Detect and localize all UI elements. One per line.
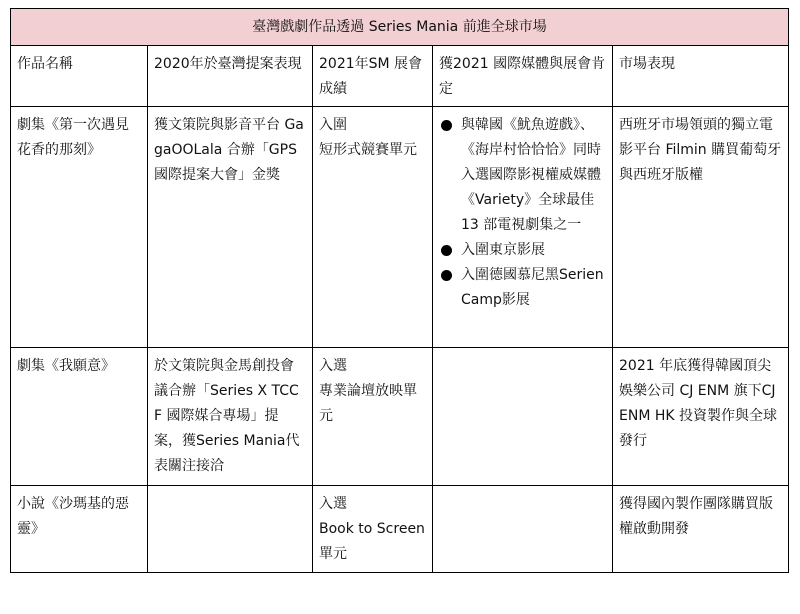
sm-line: 入圍 bbox=[319, 117, 347, 133]
header-work: 作品名稱 bbox=[11, 46, 148, 107]
table-row bbox=[11, 486, 789, 573]
pitch-cell: 獲文策院與影音平台 GagaOOLala 合辦「GPS 國際提案大會」金獎 bbox=[148, 107, 313, 348]
header-market: 市場表現 bbox=[613, 46, 789, 107]
market-cell: 2021 年底獲得韓國頂尖娛樂公司 CJ ENM 旗下CJ ENM HK 投資製作與全球發行 bbox=[613, 348, 789, 486]
showcase-table bbox=[10, 8, 789, 573]
sm-line: 入選 bbox=[319, 496, 347, 512]
bullet-icon bbox=[441, 245, 452, 256]
bullet-icon bbox=[441, 270, 452, 281]
sm-line: 入選 bbox=[319, 358, 347, 374]
list-item bbox=[439, 238, 606, 263]
table-title: 臺灣戲劇作品透過 Series Mania 前進全球市場 bbox=[11, 9, 789, 46]
table-title-row bbox=[11, 9, 789, 46]
recognition-cell bbox=[433, 486, 613, 573]
work-cell: 小說《沙瑪基的惡靈》 bbox=[11, 486, 148, 573]
market-cell: 獲得國內製作團隊購買版權啟動開發 bbox=[613, 486, 789, 573]
recognition-cell bbox=[433, 107, 613, 348]
table-row bbox=[11, 348, 789, 486]
header-recognition: 獲2021 國際媒體與展會肯定 bbox=[433, 46, 613, 107]
list-item bbox=[439, 263, 606, 313]
bullet-icon bbox=[441, 120, 452, 131]
table-row bbox=[11, 107, 789, 348]
recognition-cell bbox=[433, 348, 613, 486]
sm-cell bbox=[313, 486, 433, 573]
list-item bbox=[439, 113, 606, 238]
pitch-cell bbox=[148, 486, 313, 573]
pitch-cell: 於文策院與金馬創投會議合辦「Series X TCCF 國際媒合專場」提案，獲Series Mania代表關注接洽 bbox=[148, 348, 313, 486]
sm-line: 專業論壇放映單元 bbox=[319, 383, 417, 424]
recognition-list bbox=[439, 113, 606, 313]
sm-line: 短形式競賽單元 bbox=[319, 142, 417, 158]
work-cell: 劇集《我願意》 bbox=[11, 348, 148, 486]
table-header-row bbox=[11, 46, 789, 107]
recognition-text: 入圍東京影展 bbox=[461, 242, 545, 258]
recognition-text: 與韓國《魷魚遊戲》、《海岸村恰恰恰》同時入選國際影視權威媒體《Variety》全球最佳 13 部電視劇集之一 bbox=[461, 117, 601, 233]
sm-line: Book to Screen bbox=[319, 521, 425, 537]
sm-line: 單元 bbox=[319, 546, 347, 562]
sm-cell bbox=[313, 348, 433, 486]
header-sm: 2021年SM 展會成績 bbox=[313, 46, 433, 107]
header-pitch: 2020年於臺灣提案表現 bbox=[148, 46, 313, 107]
market-cell: 西班牙市場領頭的獨立電影平台 Filmin 購買葡萄牙與西班牙版權 bbox=[613, 107, 789, 348]
recognition-text: 入圍德國慕尼黑SerienCamp影展 bbox=[461, 267, 604, 308]
work-cell: 劇集《第一次遇見花香的那刻》 bbox=[11, 107, 148, 348]
sm-cell bbox=[313, 107, 433, 348]
